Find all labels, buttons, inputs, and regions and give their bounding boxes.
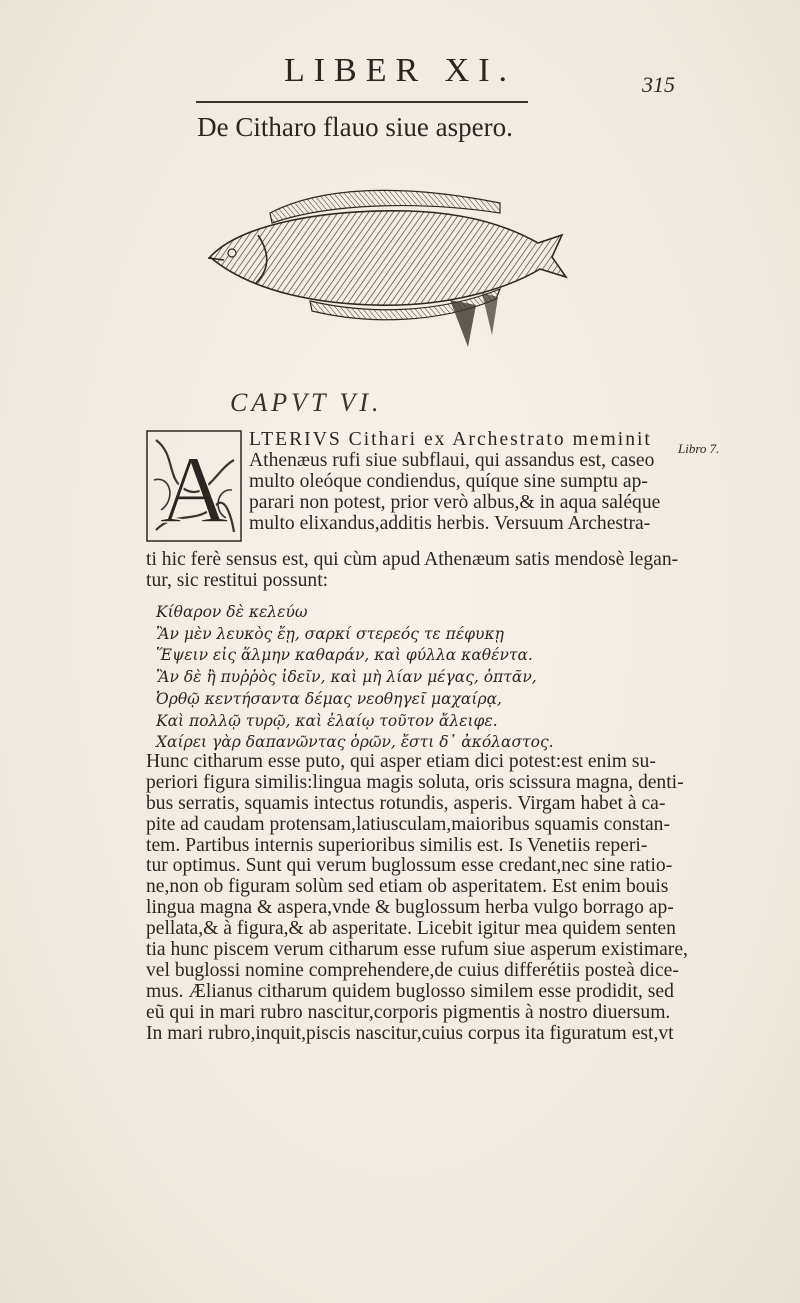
text-line: Hunc citharum esse puto, qui asper etiam dici potest:est enim su-	[146, 751, 656, 772]
text-line: pite ad caudam protensam,latiusculam,maioribus squamis constan-	[146, 813, 670, 835]
text-line: tur optimus. Sunt qui verum buglossum esse credant,nec sine ratio-	[146, 855, 673, 877]
greek-verses	[156, 602, 554, 754]
decorated-initial	[146, 430, 242, 542]
text-line: mus. Ælianus citharum quidem buglosso similem esse prodidit, sed	[146, 980, 674, 1002]
svg-text:A: A	[159, 436, 229, 542]
text-line: multo elixandus,additis herbis. Versuum Archestra-	[249, 512, 651, 534]
verse-line: Κίθαρον δὲ κελεύω	[156, 603, 308, 621]
margin-note: Libro 7.	[678, 441, 720, 456]
text-line: vel buglossi nomine comprehendere,de cuius differétiis posteà dice-	[146, 959, 679, 981]
text-line: ti hic ferè sensus est, qui cùm apud Athenæum satis mendosè legan-	[146, 549, 679, 570]
running-head: LIBER XI.	[283, 52, 517, 89]
verse-line: Ἂν μὲν λευκὸς ἔῃ, σαρκί στερεός τε πέφυκῃ	[156, 624, 504, 643]
intro-paragraph	[146, 549, 679, 592]
body-paragraph	[146, 751, 688, 1044]
text-line: In mari rubro,inquit,piscis nascitur,cuius corpus ita figuratum est,vt	[146, 1022, 674, 1044]
text-line: tem. Partibus internis superioribus similis est. Is Venetiis reperi-	[146, 834, 648, 856]
verse-line: Καὶ πολλῷ τυρῷ, καὶ ἐλαίῳ τοῦτον ἄλειφε.	[156, 711, 498, 730]
verse-line: Ἕψειν εἰς ἅλμην καθαράν, καὶ φύλλα καθέντα.	[156, 646, 533, 665]
text-line: LTERIVS Cithari ex Archestrato meminit	[249, 429, 652, 450]
text-line: eũ qui in mari rubro nascitur,corporis pigmentis à nostro diuersum.	[146, 1001, 671, 1023]
text-line: multo oleóque condiendus, quíque sine sumptu ap-	[249, 470, 648, 492]
text-line: tia hunc piscem verum citharum esse rufum siue asperum existimare,	[146, 939, 688, 961]
fish-illustration	[200, 165, 580, 360]
header-rule	[196, 101, 528, 103]
text-line: periori figura similis:lingua magis soluta, oris scissura magna, denti-	[146, 771, 684, 793]
text-line: tur, sic restitui possunt:	[146, 569, 329, 591]
text-line: pellata,& à figura,& ab asperitate. Licebit igitur mea quidem senten	[146, 918, 676, 940]
verse-line: Ὀρθῷ κεντήσαντα δέμας νεοθηγεῖ μαχαίρᾳ,	[156, 689, 502, 708]
text-line: ne,non ob figuram solùm sed etiam ob asperitatem. Est enim bouis	[146, 876, 669, 898]
verse-line: Ἂν δὲ ἢ πυῤῥὸς ἰδεῖν, καὶ μὴ λίαν μέγας, ὀπτᾶν,	[156, 668, 537, 687]
text-line: lingua magna & aspera,vnde & buglossum herba vulgo borrago ap-	[146, 897, 674, 919]
text-line: parari non potest, prior verò albus,& in aqua saléque	[249, 491, 661, 513]
chapter-heading: CAPVT VI.	[230, 388, 383, 417]
page-number: 315	[642, 72, 675, 97]
verse-line: Χαίρει γὰρ δαπανῶντας ὁρῶν, ἔστι δ᾽ ἀκόλαστος.	[156, 733, 554, 752]
text-line: Athenæus rufi siue subflaui, qui assandus est, caseo	[249, 449, 655, 471]
text-line: bus serratis, squamis intectus rotundis, asperis. Virgam habet à ca-	[146, 792, 666, 814]
section-title: De Citharo flauo siue aspero.	[197, 112, 513, 142]
